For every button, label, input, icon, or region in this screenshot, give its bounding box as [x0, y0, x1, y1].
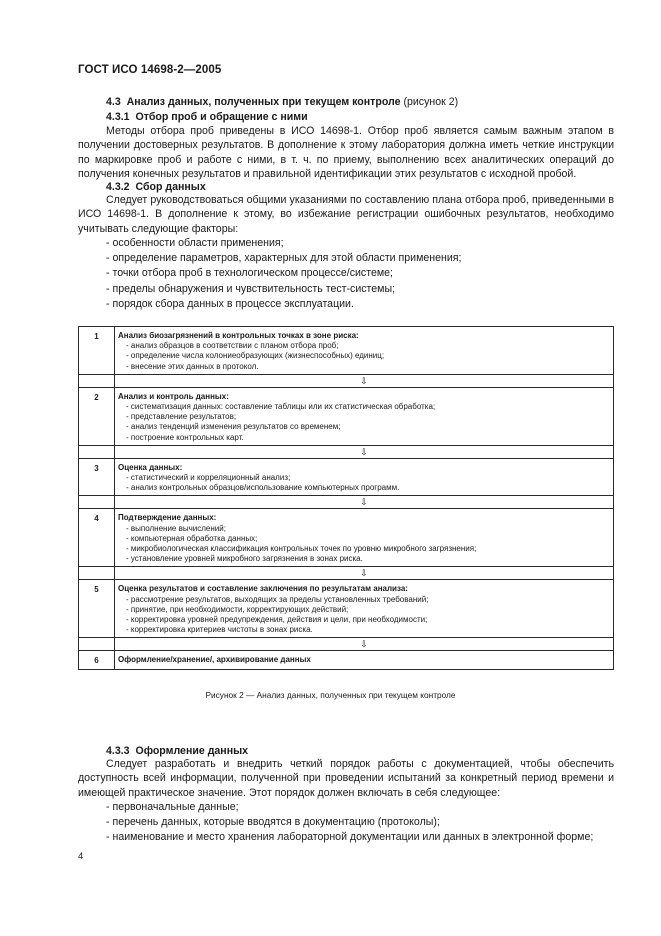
flow-arrow-row [79, 638, 614, 651]
flow-arrow-row [79, 374, 614, 387]
section-number: 4.3 [106, 96, 121, 108]
step-number: 6 [79, 651, 115, 669]
section-4-3-3-body [78, 757, 614, 846]
section-title: Оформление данных [135, 745, 249, 757]
step-item: - корректировка уровней предупреждения, действия и цели, при необходимости; [126, 615, 428, 625]
step-item: - рассмотрение результатов, выходящих за пределы установленных требований; [126, 594, 429, 604]
step-item: - анализ контрольных образцов/использование компьютерных программ. [126, 483, 400, 493]
list-item: - пределы обнаружения и чувствительность тест-системы; [106, 282, 396, 295]
flow-arrow-row [79, 496, 614, 509]
down-arrow-icon: ⇩ [115, 638, 614, 651]
list-item: - перечень данных, которые вводятся в документацию (протоколы); [106, 816, 440, 829]
flow-step [79, 651, 614, 669]
down-arrow-icon: ⇩ [115, 567, 614, 580]
figure-reference: (рисунок 2) [403, 96, 459, 108]
section-number: 4.3.1 [106, 111, 130, 123]
down-arrow-icon: ⇩ [115, 496, 614, 509]
down-arrow-icon: ⇩ [115, 374, 614, 387]
step-number: 4 [79, 509, 115, 567]
list-item: - точки отбора проб в технологическом процессе/системе; [106, 267, 393, 280]
list-item: - особенности области применения; [106, 236, 284, 249]
step-title: Оценка результатов и составление заключения по результатам анализа: [118, 584, 408, 594]
section-4-3-heading [106, 95, 458, 109]
step-item: - построение контрольных карт. [126, 432, 244, 442]
step-item: - анализ образцов в соответствии с планом отбора проб; [126, 341, 339, 351]
step-title: Анализ биозагрязнений в контрольных точках в зоне риска: [118, 331, 359, 340]
step-item: - определение числа колониеобразующих (жизнеспособных) единиц; [126, 351, 385, 361]
section-title: Сбор данных [135, 181, 206, 193]
document-header: ГОСТ ИСО 14698-2—2005 [78, 64, 222, 76]
flow-step [79, 387, 614, 445]
step-number: 1 [79, 327, 115, 375]
list-item: - наименование и место хранения лабораторной документации или данных в электронной форме; [106, 831, 594, 844]
step-item: - выполнение вычислений; [126, 523, 226, 533]
section-4-3-1-heading [106, 110, 308, 124]
page-number: 4 [78, 851, 84, 862]
section-number: 4.3.2 [106, 181, 130, 193]
step-item: - статистический и корреляционный анализ; [126, 473, 291, 483]
section-4-3-3-heading [106, 744, 248, 758]
step-title: Оценка данных: [118, 462, 183, 472]
step-title: Анализ и контроль данных: [118, 391, 229, 401]
step-item: - систематизация данных: составление таблицы или их статистическая обработка; [126, 402, 436, 412]
flow-arrow-row [79, 567, 614, 580]
figure-caption: Рисунок 2 — Анализ данных, полученных при текущем контроле [205, 690, 456, 700]
step-number: 5 [79, 580, 115, 638]
section-4-3-2-heading [106, 180, 206, 194]
list-item: - определение параметров, характерных для этой области применения; [106, 252, 462, 265]
flow-arrow-row [79, 445, 614, 458]
step-item: - принятие, при необходимости, корректирующих действий; [126, 604, 349, 614]
step-item: - микробиологическая классификация контрольных точек по уровню микробного загрязнения; [126, 544, 477, 554]
step-item: - установление уровней микробного загрязнения в зонах риска. [126, 554, 363, 564]
factor-list [78, 236, 614, 312]
section-number: 4.3.3 [106, 745, 130, 757]
section-4-3-1-body [78, 124, 614, 181]
paragraph: Следует руководствоваться общими указаниями по составлению плана отбора проб, приведенными в ИСО 14698-1. В дополнение к этому, во избежание регистрации ошибочных результатов, необходимо учитывать следующие факторы: [78, 194, 614, 235]
step-number: 2 [79, 387, 115, 445]
flow-step [79, 327, 614, 375]
flow-step [79, 509, 614, 567]
step-title: Оформление/хранение/, архивирование данных [118, 655, 311, 665]
down-arrow-icon: ⇩ [115, 445, 614, 458]
figure-2-flow-table [78, 326, 614, 670]
flow-step [79, 580, 614, 638]
section-title: Анализ данных, полученных при текущем контроле [126, 96, 401, 108]
step-number: 3 [79, 458, 115, 496]
step-title: Подтверждение данных: [118, 513, 217, 523]
list-item: - первоначальные данные; [106, 800, 239, 813]
paragraph: Методы отбора проб приведены в ИСО 14698-1. Отбор проб является самым важным этапом в получении достоверных результатов. В дополнение к этому лаборатория должна иметь четкие инструкции по маркировке проб и работе с ними, в т. ч. по приему, выполнению всех аналитических операций до получения конечных результатов и правильной идентификации этих результатов с исходной пробой. [78, 125, 614, 180]
step-item: - компьютерная обработка данных; [126, 533, 258, 543]
step-item: - корректировка критериев чистоты в зонах риска. [126, 625, 313, 635]
section-title: Отбор проб и обращение с ними [135, 111, 308, 123]
documentation-list [78, 800, 614, 846]
section-4-3-2-body [78, 193, 614, 312]
step-item: - анализ тенденций изменения результатов со временем; [126, 422, 341, 432]
step-item: - внесение этих данных в протокол. [126, 361, 259, 371]
list-item: - порядок сбора данных в процессе эксплуатации. [106, 297, 354, 310]
flow-step [79, 458, 614, 496]
paragraph: Следует разработать и внедрить четкий порядок работы с документацией, чтобы обеспечить доступность всей информации, полученной при проведении испытаний за конкретный период времени и имеющей практическое значение. Этот порядок должен включать в себя следующее: [78, 758, 614, 799]
step-item: - представление результатов; [126, 412, 237, 422]
